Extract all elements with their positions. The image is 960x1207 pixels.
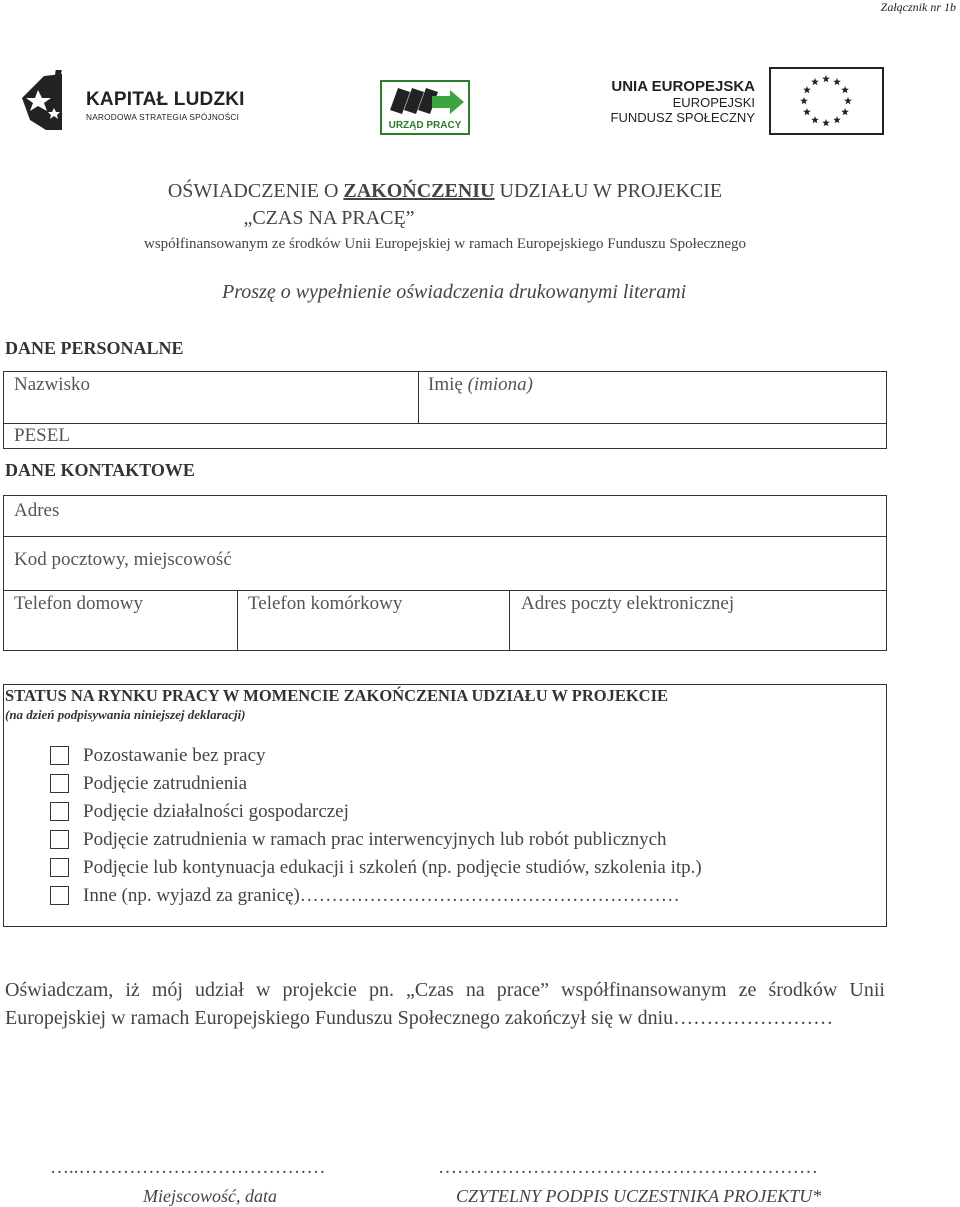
status-heading: STATUS NA RYNKU PRACY W MOMENCIE ZAKOŃCZENIA UDZIAŁU W PROJEKCIE	[5, 686, 669, 705]
option-education: Podjęcie lub kontynuacja edukacji i szkoleń (np. podjęcie studiów, szkolenia itp.)	[83, 857, 702, 878]
pesel-row	[3, 423, 887, 449]
urzad-pracy-label: URZĄD PRACY	[388, 120, 462, 131]
phone-divider-2	[509, 590, 511, 651]
checkbox-other[interactable]	[50, 886, 69, 905]
checkbox-public-works[interactable]	[50, 830, 69, 849]
email-field[interactable]: Adres poczty elektronicznej	[521, 593, 735, 614]
surname-field[interactable]: Nazwisko	[14, 374, 90, 395]
checkbox-education[interactable]	[50, 858, 69, 877]
annex-label: Załącznik nr 1b	[880, 0, 956, 14]
address-row	[3, 495, 887, 537]
signature-label: CZYTELNY PODPIS UCZESTNIKA PROJEKTU*	[456, 1186, 822, 1206]
postal-city-field[interactable]: Kod pocztowy, miejscowość	[14, 549, 232, 570]
document-title: OŚWIADCZENIE O ZAKOŃCZENIU UDZIAŁU W PROJEKCIE	[167, 180, 723, 202]
option-public-works: Podjęcie zatrudnienia w ramach prac interwencyjnych lub robót publicznych	[83, 829, 667, 850]
contact-data-heading: DANE KONTAKTOWE	[5, 460, 195, 480]
declaration-text: Oświadczam, iż mój udział w projekcie pn. „Czas na prace” współfinansowanym ze środków Unii Europejskiej w ramach Europejskiego Funduszu Społecznego zakończył się w dniu……………………	[5, 979, 885, 1029]
pesel-field[interactable]: PESEL	[14, 425, 70, 446]
place-date-line[interactable]: …..…………………………………	[50, 1157, 326, 1178]
cofinancing-note: współfinansowanym ze środków Unii Europejskiej w ramach Europejskiego Funduszu Społecznego	[144, 236, 746, 252]
home-phone-field[interactable]: Telefon domowy	[14, 593, 144, 614]
first-name-field[interactable]: Imię (imiona)	[428, 374, 534, 395]
fill-instruction: Proszę o wypełnienie oświadczenia drukowanymi literami	[222, 281, 687, 303]
place-date-label: Miejscowość, data	[143, 1186, 277, 1206]
signature-line[interactable]: ……………………………………………………	[438, 1157, 818, 1178]
ue-logo-line3: FUNDUSZ SPOŁECZNY	[610, 110, 755, 125]
checkbox-employment[interactable]	[50, 774, 69, 793]
option-employment: Podjęcie zatrudnienia	[83, 773, 248, 794]
address-field[interactable]: Adres	[14, 500, 60, 521]
kapital-ludzki-title: KAPITAŁ LUDZKI	[86, 89, 245, 110]
option-business: Podjęcie działalności gospodarczej	[83, 801, 349, 822]
option-other: Inne (np. wyjazd za granicę)……………………………………………………	[83, 885, 680, 906]
kapital-ludzki-subtitle: NARODOWA STRATEGIA SPÓJNOŚCI	[86, 112, 240, 122]
name-divider	[418, 371, 420, 424]
option-unemployed: Pozostawanie bez pracy	[83, 745, 266, 766]
ue-logo-line2: EUROPEJSKI	[672, 95, 755, 110]
mobile-phone-field[interactable]: Telefon komórkowy	[248, 593, 403, 614]
checkbox-unemployed[interactable]	[50, 746, 69, 765]
personal-data-heading: DANE PERSONALNE	[5, 338, 184, 358]
ue-logo-line1: UNIA EUROPEJSKA	[611, 78, 755, 95]
eu-flag-icon	[769, 67, 884, 135]
status-subheading: (na dzień podpisywania niniejszej deklaracji)	[5, 707, 246, 722]
checkbox-business[interactable]	[50, 802, 69, 821]
project-name: „CZAS NA PRACĘ”	[243, 207, 415, 229]
phone-divider-1	[237, 590, 239, 651]
